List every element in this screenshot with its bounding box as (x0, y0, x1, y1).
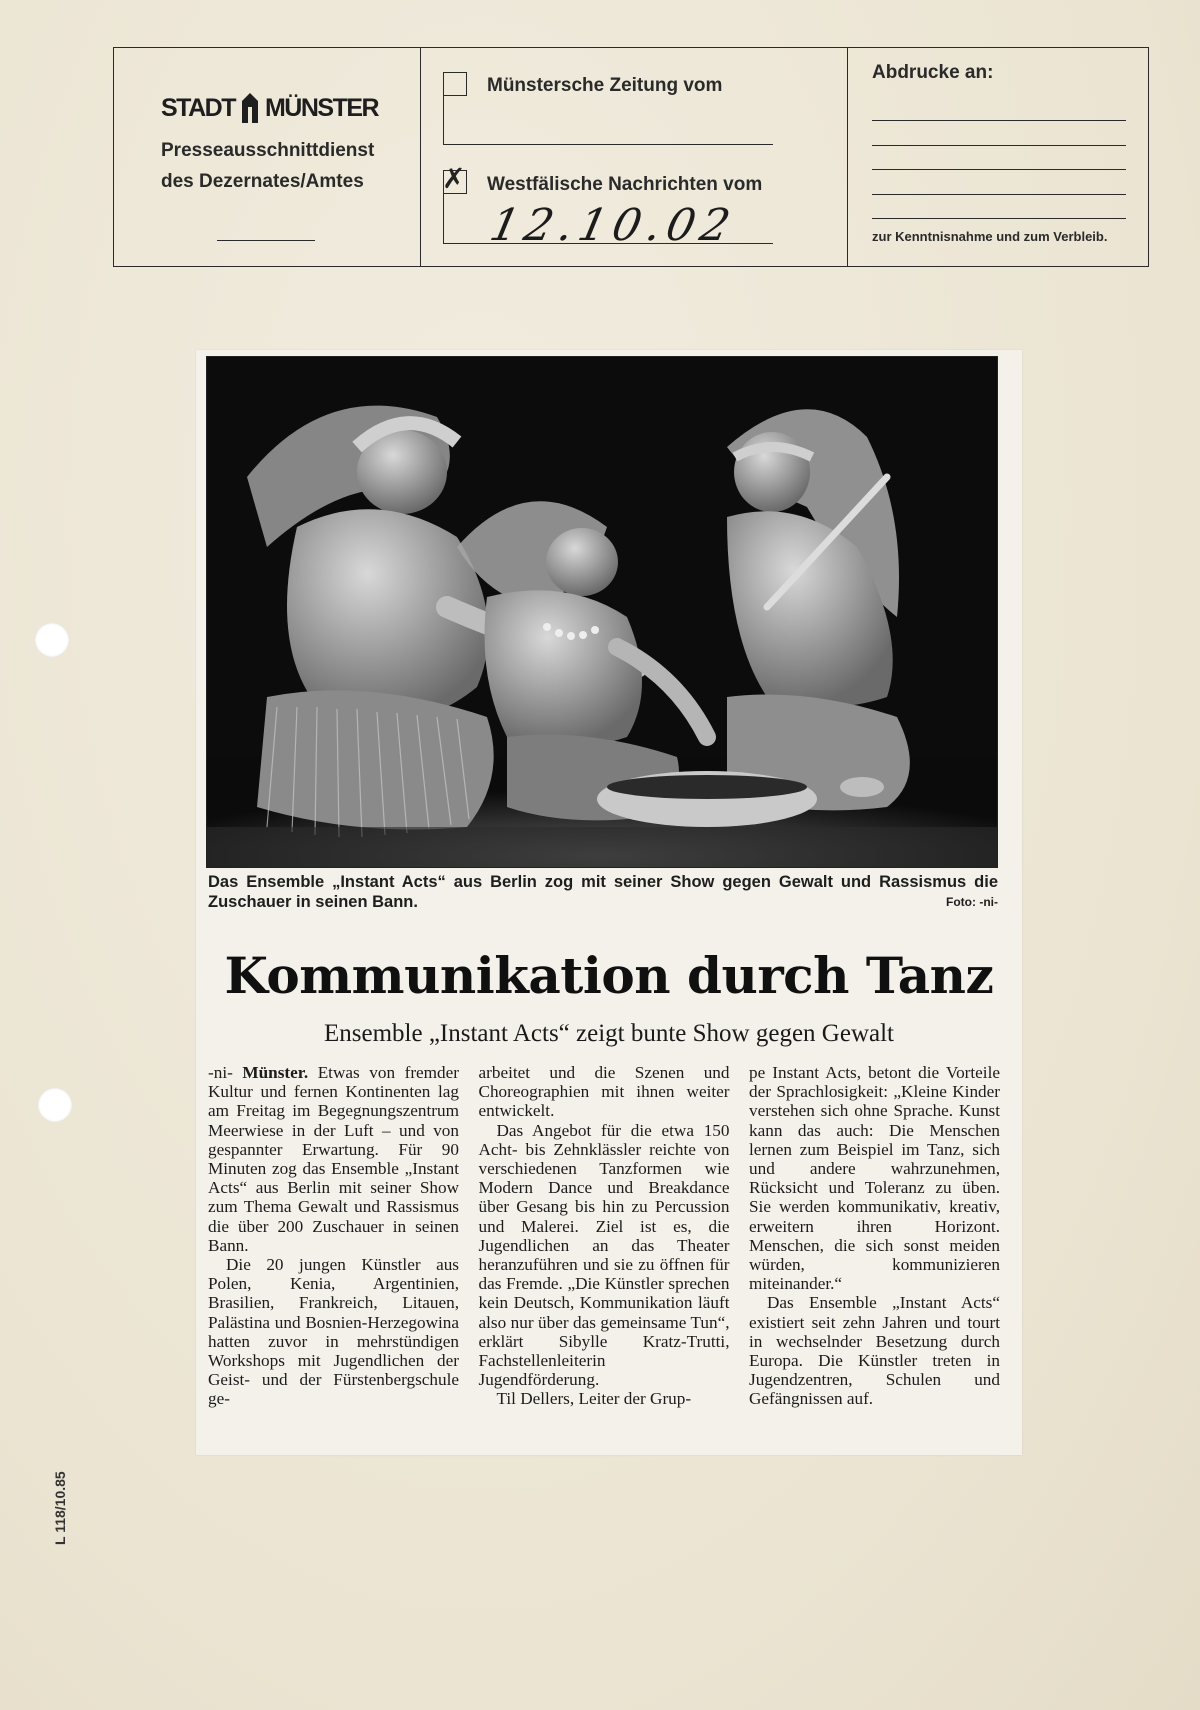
department-line-2: des Dezernates/Amtes (161, 171, 364, 192)
city-logo (161, 93, 378, 123)
distribution-note: zur Kenntnisnahme und zum Verbleib. (872, 229, 1108, 244)
recipient-line[interactable] (872, 218, 1126, 219)
checkbox-westfaelische-nachrichten[interactable] (442, 162, 467, 195)
recipient-line[interactable] (872, 145, 1126, 146)
issuer-section (114, 48, 421, 266)
paragraph: arbeitet und die Szenen und Choreographien mit ihnen weiter entwickelt. (478, 1063, 730, 1121)
article-headline: Kommunikation durch Tanz (224, 946, 994, 1005)
paragraph-text: Etwas von fremder Kultur und fernen Kontinenten lag am Freitag im Begegnungszentrum Meerwiese in der Luft – und von gespannter Erwartung. Für 90 Minuten zog das Ensemble „Instant Acts“ aus Berlin mit seiner Show zum Thema Gewalt und Rassismus die über 200 Zuschauer in seinen Bann. (208, 1063, 459, 1255)
paragraph: Til Dellers, Leiter der Grup- (496, 1389, 692, 1409)
logo-text-left: STADT (161, 93, 235, 122)
recipient-line[interactable] (872, 169, 1126, 170)
dancers-photo-illustration (207, 357, 997, 867)
paragraph: Das Angebot für die etwa 150 Acht- bis Zehnklässler reichte von verschiedenen Tanzformen wie Modern Dance und Breakdance über Gesang bis hin zu Percussion und Malerei. Ziel ist es, die Jugendlichen an das Theater heranzuführen und sie zu öffnen für das Fremde. „Die Künstler sprechen kein Deutsch, Kommunikation läuft also nur über das gemeinsame Tun“, erklärt Sibylle Kratz-Trutti, Fachstellenleiterin Jugendförderung. (478, 1120, 730, 1390)
check-mark-icon: ✗ (442, 162, 466, 195)
newspaper-clipping (196, 350, 1022, 1455)
form-code: L 118/10.85 (52, 1471, 68, 1545)
article-photo (206, 356, 998, 868)
date-line-westfaelische-nachrichten (443, 243, 773, 244)
paragraph (208, 1063, 459, 1255)
article-body (208, 1063, 1000, 1409)
dateline: Münster. (242, 1063, 309, 1082)
paper-label-westfaelische-nachrichten: Westfälische Nachrichten vom (487, 174, 763, 195)
department-blank-line (217, 240, 315, 241)
distribution-section (848, 48, 1148, 266)
prints-to-label: Abdrucke an: (872, 62, 994, 83)
cathedral-icon (240, 93, 260, 123)
article-subheadline: Ensemble „Instant Acts“ zeigt bunte Show gegen Gewalt (324, 1020, 894, 1047)
date-line-muenstersche-zeitung (443, 144, 773, 145)
paper-label-muenstersche-zeitung: Münstersche Zeitung vom (487, 75, 723, 96)
department-line-1: Presseausschnittdienst (161, 140, 375, 161)
byline: -ni- (208, 1063, 233, 1082)
article-column-3 (749, 1063, 1000, 1409)
article-column-2 (479, 1063, 730, 1409)
paragraph: Das Ensemble „Instant Acts“ existiert seit zehn Jahren und tourt in wechselnder Besetzung durch Europa. Die Künstler treten in Jugendzentren, Schulen und Gefängnissen auf. (749, 1293, 1000, 1409)
photo-credit: Foto: -ni- (946, 895, 998, 909)
punch-hole (38, 1088, 72, 1122)
field-bracket (443, 94, 444, 144)
photo-caption: Das Ensemble „Instant Acts“ aus Berlin zog mit seiner Show gegen Gewalt und Rassismus die Zuschauer in seinen Bann. (208, 873, 998, 911)
article-column-1 (208, 1063, 459, 1409)
recipient-line[interactable] (872, 120, 1126, 121)
checkbox-muenstersche-zeitung[interactable] (443, 72, 467, 96)
newspaper-section (421, 48, 848, 266)
recipient-line[interactable] (872, 194, 1126, 195)
field-bracket (443, 193, 444, 243)
paragraph: pe Instant Acts, betont die Vorteile der Sprachlosigkeit: „Kleine Kinder verstehen sich ohne Sprache. Kunst kann das auch: Die Menschen lernen zum Beispiel im Tanz, sich und andere wahrzunehmen, Rücksicht und Toleranz zu üben. Sie werden kommunikativ, kreativ, erweitern ihren Horizont. Menschen, die sich sonst meiden würden, kommunizieren miteinander.“ (749, 1063, 1000, 1294)
paragraph: Die 20 jungen Künstler aus Polen, Kenia, Argentinien, Brasilien, Frankreich, Litauen, Palästina und Bosnien-Herzegowina hatten zuvor in mehrstündigen Workshops mit Jugendlichen der Geist- und der Fürstenbergschule ge- (208, 1255, 459, 1409)
logo-text-right: MÜNSTER (264, 93, 379, 122)
handwritten-date: 12.10.02 (485, 200, 741, 251)
punch-hole (35, 623, 69, 657)
press-clipping-form (113, 47, 1149, 267)
